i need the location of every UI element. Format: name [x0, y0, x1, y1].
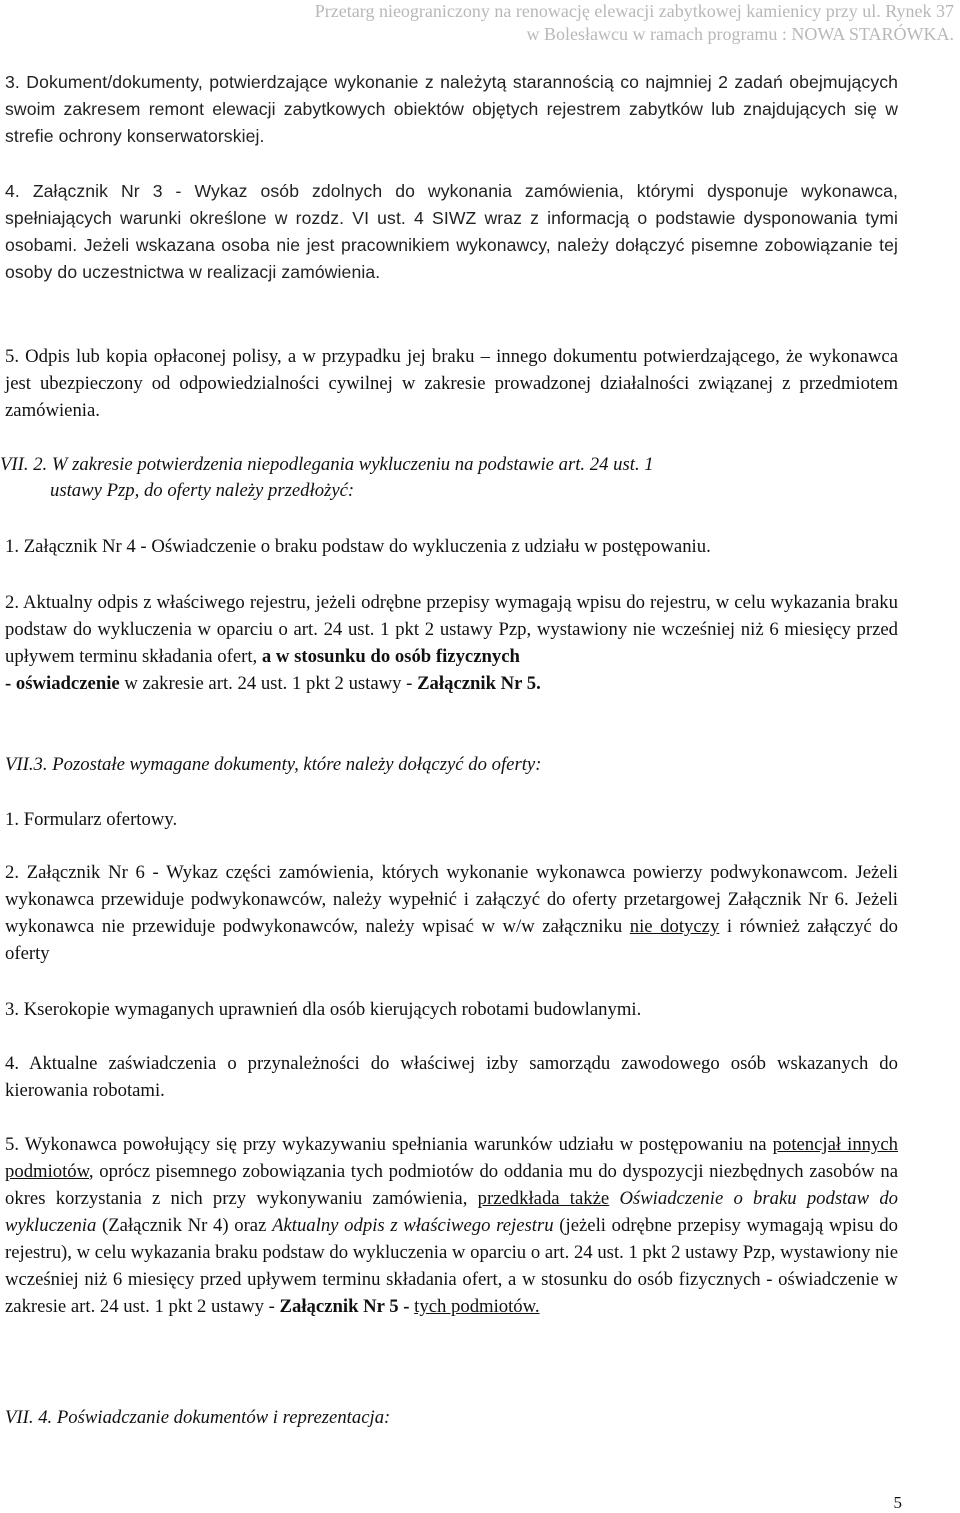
- vii3-item-5-u1: potencjał innych podmiotów: [5, 1134, 898, 1182]
- vii3-item-5-t4: (Załącznik Nr 4) oraz: [96, 1215, 273, 1236]
- vii3-item-2-text: 2. Załącznik Nr 6 - Wykaz części zamówienia, których wykonanie wykonawca powierzy podwykonawcom. Jeżeli wykonawca przewiduje podwykonawców, należy wypełnić i załączyć do oferty przetargowej Załącznik Nr 6. Jeżeli wykonawca nie przewiduje podwykonawców, należy wpisać w w/w załączniku: [5, 862, 898, 937]
- page-number: 5: [893, 1493, 902, 1512]
- vii3-item-5-u2: przedkłada także: [477, 1188, 610, 1209]
- section-heading-vii-2: [0, 452, 900, 504]
- vii3-item-1: 1. Formularz ofertowy.: [5, 809, 178, 830]
- vii2-item-2-bold-1: a w stosunku do osób fizycznych: [261, 646, 520, 667]
- vii3-item-5-t1: 5. Wykonawca powołujący się przy wykazywaniu spełniania warunków udziału w postępowaniu na: [5, 1134, 773, 1155]
- header-line-1: Przetarg nieograniczony na renowację elewacji zabytkowej kamienicy przy ul. Rynek 37: [314, 1, 954, 21]
- vii3-item-2-underline: nie dotyczy: [629, 916, 720, 937]
- vii3-item-3: 3. Kserokopie wymaganych uprawnień dla osób kierujących robotami budowlanymi.: [5, 999, 642, 1020]
- vii2-item-2-text-2: w zakresie art. 24 ust. 1 pkt 2 ustawy -: [119, 673, 418, 694]
- vii2-item-2-bold-2: - oświadczenie: [5, 673, 120, 694]
- header-line-2: w Bolesławcu w ramach programu : NOWA STARÓWKA.: [526, 24, 954, 44]
- section-heading-vii-2-line2: ustawy Pzp, do oferty należy przedłożyć:: [50, 480, 355, 501]
- vii3-item-5-b1: Załącznik Nr 5 -: [279, 1296, 410, 1317]
- vii3-item-5-i2: Aktualny odpis z właściwego rejestru: [272, 1215, 554, 1236]
- paragraph-5: 5. Odpis lub kopia opłaconej polisy, a w przypadku jej braku – innego dokumentu potwierdzającego, że wykonawca jest ubezpieczony od odpowiedzialności cywilnej w zakresie prowadzonej działalności związanej z przedmiotem zamówienia.: [5, 346, 898, 421]
- paragraph-3: 3. Dokument/dokumenty, potwierdzające wykonanie z należytą starannością co najmniej 2 zadań obejmujących swoim zakresem remont elewacji zabytkowych obiektów objętych rejestrem zabytków lub znajdujących się w strefie ochrony konserwatorskiej.: [5, 72, 898, 146]
- vii3-item-5-i1: Oświadczenie o braku podstaw do wykluczenia: [5, 1188, 899, 1236]
- vii2-item-2-text: 2. Aktualny odpis z właściwego rejestru, jeżeli odrębne przepisy wymagają wpisu do rejestru, w celu wykazania braku podstaw do wykluczenia w oparciu o art. 24 ust. 1 pkt 2 ustawy Pzp, wystawiony nie wcześniej niż 6 miesięcy przed upływem terminu składania ofert,: [5, 592, 898, 667]
- vii3-item-4: 4. Aktualne zaświadczenia o przynależności do właściwej izby samorządu zawodowego osób wskazanych do kierowania robotami.: [5, 1053, 898, 1101]
- section-heading-vii-2-line1: VII. 2. W zakresie potwierdzenia niepodlegania wykluczeniu na podstawie art. 24 ust. 1: [0, 454, 654, 475]
- vii3-item-5-u3: tych podmiotów.: [414, 1296, 540, 1317]
- vii3-item-2-text-2: i również załączyć do oferty: [5, 916, 898, 964]
- vii3-item-5-t3: [609, 1188, 619, 1209]
- vii3-item-5-t5: (jeżeli odrębne przepisy wymagają wpisu do rejestru), w celu wykazania braku podstaw do wykluczenia w oparciu o art. 24 ust. 1 pkt 2 ustawy Pzp, wystawiony nie wcześniej niż 6 miesięcy przed upływem terminu składania ofert, a w stosunku do osób fizycznych - oświadczenie w zakresie art. 24 ust. 1 pkt 2 ustawy -: [5, 1215, 898, 1317]
- page-header: [134, 0, 954, 46]
- vii2-item-1: 1. Załącznik Nr 4 - Oświadczenie o braku podstaw do wykluczenia z udziału w postępowaniu.: [5, 536, 711, 557]
- section-heading-vii-3: VII.3. Pozostałe wymagane dokumenty, które należy dołączyć do oferty:: [5, 754, 542, 775]
- vii3-item-5-t2: , oprócz pisemnego zobowiązania tych podmiotów do oddania mu do dyspozycji niezbędnych zasobów na okres korzystania z nich przy wykonywaniu zamówienia,: [5, 1161, 898, 1209]
- vii2-item-2: [5, 589, 898, 697]
- vii3-item-5: [5, 1131, 898, 1320]
- paragraph-4: 4. Załącznik Nr 3 - Wykaz osób zdolnych do wykonania zamówienia, którymi dysponuje wykonawca, spełniających warunki określone w rozdz. VI ust. 4 SIWZ wraz z informacją o podstawie dysponowania tymi osobami. Jeżeli wskazana osoba nie jest pracownikiem wykonawcy, należy dołączyć pisemne zobowiązanie tej osoby do uczestnictwa w realizacji zamówienia.: [5, 181, 898, 282]
- section-heading-vii-4: VII. 4. Poświadczanie dokumentów i reprezentacja:: [5, 1407, 391, 1428]
- vii2-item-2-bold-3: Załącznik Nr 5.: [417, 673, 541, 694]
- vii3-item-2: [5, 859, 898, 967]
